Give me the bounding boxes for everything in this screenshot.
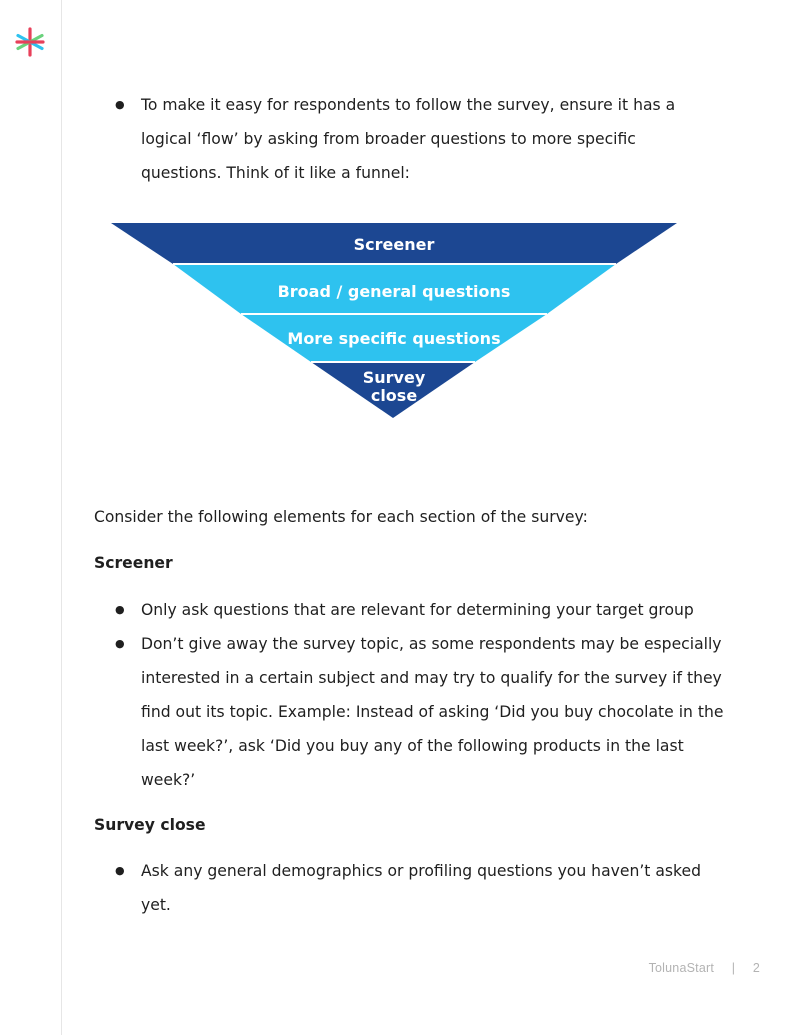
page-number: 2: [752, 961, 760, 975]
bullet-icon: ●: [115, 603, 125, 616]
page-margin-rule: [61, 0, 62, 1035]
screener-heading: Screener: [94, 554, 173, 572]
bullet-icon: ●: [115, 864, 125, 877]
funnel-label-specific: More specific questions: [287, 329, 501, 348]
survey-funnel-diagram: [111, 220, 677, 420]
consider-paragraph: Consider the following elements for each section of the survey:: [94, 508, 588, 526]
list-item: [94, 593, 721, 627]
funnel-label-broad: Broad / general questions: [277, 282, 511, 301]
funnel-label-screener: Screener: [353, 235, 435, 254]
asterisk-logo-icon: [14, 26, 46, 58]
bullet-icon: ●: [115, 637, 125, 650]
intro-list: [94, 88, 734, 190]
survey-close-list: [94, 854, 734, 922]
funnel-label-close-line1: Survey: [362, 368, 426, 387]
list-item: [94, 88, 696, 190]
screener-bullet-text: Don’t give away the survey topic, as some respondents may be especially interested in a certain subject and may try to qualify for the survey if they find out its topic. Example: Instead of asking ‘Did you buy chocolate in the last week?’, ask ‘Did you buy any of the following products in the last week?’: [141, 635, 724, 789]
survey-close-heading: Survey close: [94, 816, 206, 834]
funnel-label-close-line2: close: [370, 386, 418, 405]
footer-brand: TolunaStart: [648, 961, 715, 975]
survey-close-bullet-text: Ask any general demographics or profiling questions you haven’t asked yet.: [141, 862, 702, 914]
intro-bullet-text: To make it easy for respondents to follow the survey, ensure it has a logical ‘flow’ by asking from broader questions to more specific questions. Think of it like a funnel:: [141, 96, 676, 182]
list-item: [94, 854, 701, 922]
screener-bullet-text: Only ask questions that are relevant for determining your target group: [141, 601, 694, 619]
screener-list: [94, 593, 734, 797]
footer-separator: |: [731, 961, 736, 975]
bullet-icon: ●: [115, 98, 125, 111]
page-footer: [649, 961, 760, 975]
list-item: [94, 627, 726, 797]
